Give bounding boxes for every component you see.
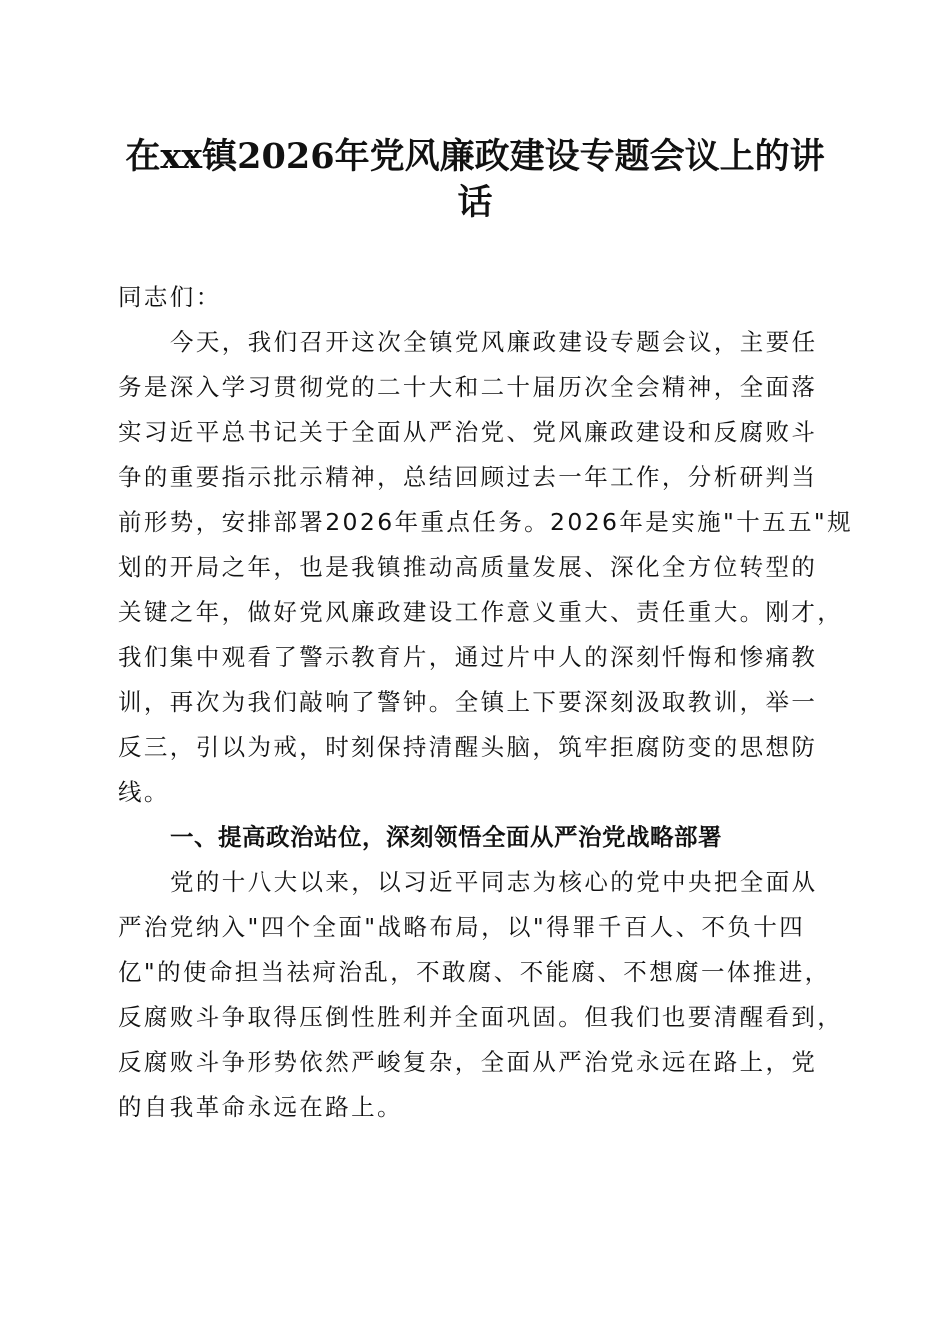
intro-paragraph [118,320,854,815]
text-line: 关键之年，做好党风廉政建设工作意义重大、责任重大。刚才， [118,598,844,626]
section-heading: 一、提高政治站位，深刻领悟全面从严治党战略部署 [170,823,722,851]
text-line: 争的重要指示批示精神，总结回顾过去一年工作，分析研判当 [118,463,818,491]
text-line: 亿"的使命担当祛疴治乱，不敢腐、不能腐、不想腐一体推进， [118,958,831,986]
text-line: 反腐败斗争取得压倒性胜利并全面巩固。但我们也要清醒看到， [118,1003,844,1031]
text-line: 的自我革命永远在路上。 [118,1093,403,1121]
title-line: 话 [457,182,493,223]
text-line: 线。 [118,778,170,806]
text-line: 前形势，安排部署2026年重点任务。2026年是实施"十五五"规 [118,508,854,536]
text-line: 训，再次为我们敲响了警钟。全镇上下要深刻汲取教训，举一 [118,688,818,716]
text-line: 务是深入学习贯彻党的二十大和二十届历次全会精神，全面落 [118,373,818,401]
text-line: 反三，引以为戒，时刻保持清醒头脑，筑牢拒腐防变的思想防 [118,733,818,761]
title-line: 在xx镇2026年党风廉政建设专题会议上的讲 [125,136,825,177]
salutation: 同志们： [118,283,222,311]
text-line: 今天，我们召开这次全镇党风廉政建设专题会议，主要任 [170,328,818,356]
text-line: 实习近平总书记关于全面从严治党、党风廉政建设和反腐败斗 [118,418,818,446]
text-line: 反腐败斗争形势依然严峻复杂，全面从严治党永远在路上，党 [118,1048,818,1076]
section1-paragraph [118,860,844,1130]
text-line: 我们集中观看了警示教育片，通过片中人的深刻忏悔和惨痛教 [118,643,818,671]
document-body [118,275,854,1130]
document-title [100,134,850,226]
text-line: 划的开局之年，也是我镇推动高质量发展、深化全方位转型的 [118,553,818,581]
text-line: 严治党纳入"四个全面"战略布局，以"得罪千百人、不负十四 [118,913,806,941]
text-line: 党的十八大以来，以习近平同志为核心的党中央把全面从 [170,868,818,896]
